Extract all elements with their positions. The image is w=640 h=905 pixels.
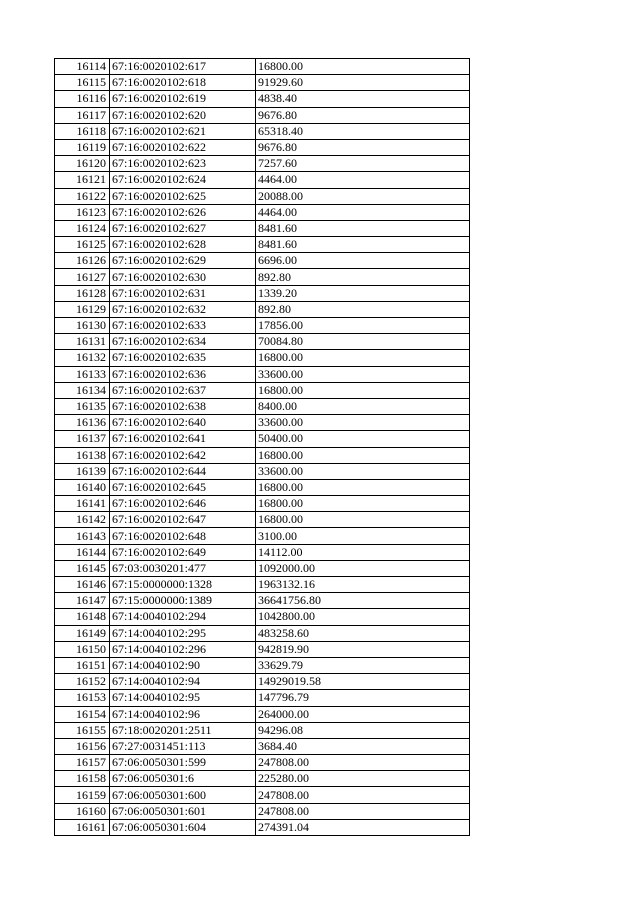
table-row [55,318,470,334]
table-row [55,819,470,835]
cadastral-number-cell: 67:06:0050301:599 [110,755,256,771]
row-number-cell: 16160 [55,803,110,819]
value-cell: 264000.00 [256,706,470,722]
table-row [55,75,470,91]
table-row [55,463,470,479]
value-cell: 147796.79 [256,690,470,706]
row-number-cell: 16157 [55,755,110,771]
value-cell: 50400.00 [256,431,470,447]
value-cell: 33600.00 [256,366,470,382]
cadastral-number-cell: 67:16:0020102:630 [110,269,256,285]
cadastral-number-cell: 67:14:0040102:90 [110,657,256,673]
cadastral-number-cell: 67:14:0040102:295 [110,625,256,641]
value-cell: 274391.04 [256,819,470,835]
cadastral-value-table [54,58,470,836]
table-row [55,690,470,706]
table-body [55,59,470,836]
row-number-cell: 16147 [55,593,110,609]
value-cell: 4464.00 [256,204,470,220]
table-row [55,496,470,512]
table-row [55,479,470,495]
row-number-cell: 16127 [55,269,110,285]
table-row [55,528,470,544]
row-number-cell: 16124 [55,220,110,236]
row-number-cell: 16133 [55,366,110,382]
table-row [55,301,470,317]
row-number-cell: 16114 [55,59,110,75]
row-number-cell: 16130 [55,318,110,334]
value-cell: 16800.00 [256,59,470,75]
row-number-cell: 16143 [55,528,110,544]
cadastral-number-cell: 67:16:0020102:640 [110,415,256,431]
table-row [55,657,470,673]
cadastral-number-cell: 67:16:0020102:648 [110,528,256,544]
table-row [55,512,470,528]
table-row [55,382,470,398]
row-number-cell: 16125 [55,237,110,253]
row-number-cell: 16135 [55,398,110,414]
cadastral-number-cell: 67:14:0040102:294 [110,609,256,625]
table-row [55,350,470,366]
row-number-cell: 16139 [55,463,110,479]
cadastral-number-cell: 67:16:0020102:642 [110,447,256,463]
cadastral-number-cell: 67:15:0000000:1389 [110,593,256,609]
table-row [55,431,470,447]
cadastral-number-cell: 67:14:0040102:94 [110,674,256,690]
value-cell: 16800.00 [256,350,470,366]
value-cell: 17856.00 [256,318,470,334]
table-row [55,593,470,609]
value-cell: 33600.00 [256,415,470,431]
value-cell: 3100.00 [256,528,470,544]
row-number-cell: 16121 [55,172,110,188]
table-row [55,156,470,172]
row-number-cell: 16141 [55,496,110,512]
table-row [55,91,470,107]
row-number-cell: 16129 [55,301,110,317]
row-number-cell: 16159 [55,787,110,803]
cadastral-number-cell: 67:16:0020102:636 [110,366,256,382]
cadastral-number-cell: 67:16:0020102:621 [110,123,256,139]
value-cell: 3684.40 [256,738,470,754]
cadastral-number-cell: 67:16:0020102:644 [110,463,256,479]
table-row [55,415,470,431]
table-row [55,59,470,75]
table-row [55,107,470,123]
value-cell: 16800.00 [256,512,470,528]
row-number-cell: 16116 [55,91,110,107]
cadastral-number-cell: 67:16:0020102:641 [110,431,256,447]
value-cell: 16800.00 [256,496,470,512]
cadastral-number-cell: 67:16:0020102:631 [110,285,256,301]
row-number-cell: 16154 [55,706,110,722]
value-cell: 225280.00 [256,771,470,787]
row-number-cell: 16150 [55,641,110,657]
row-number-cell: 16132 [55,350,110,366]
row-number-cell: 16146 [55,577,110,593]
cadastral-number-cell: 67:16:0020102:623 [110,156,256,172]
value-cell: 1042800.00 [256,609,470,625]
value-cell: 91929.60 [256,75,470,91]
table-row [55,771,470,787]
value-cell: 483258.60 [256,625,470,641]
cadastral-number-cell: 67:16:0020102:620 [110,107,256,123]
value-cell: 65318.40 [256,123,470,139]
table-row [55,366,470,382]
value-cell: 9676.80 [256,139,470,155]
cadastral-number-cell: 67:16:0020102:627 [110,220,256,236]
value-cell: 892.80 [256,301,470,317]
cadastral-number-cell: 67:16:0020102:617 [110,59,256,75]
table-row [55,398,470,414]
row-number-cell: 16145 [55,560,110,576]
row-number-cell: 16136 [55,415,110,431]
value-cell: 4464.00 [256,172,470,188]
value-cell: 1092000.00 [256,560,470,576]
value-cell: 33629.79 [256,657,470,673]
value-cell: 247808.00 [256,803,470,819]
table-row [55,237,470,253]
row-number-cell: 16151 [55,657,110,673]
row-number-cell: 16140 [55,479,110,495]
table-row [55,544,470,560]
row-number-cell: 16137 [55,431,110,447]
cadastral-number-cell: 67:14:0040102:296 [110,641,256,657]
cadastral-number-cell: 67:14:0040102:96 [110,706,256,722]
cadastral-number-cell: 67:06:0050301:604 [110,819,256,835]
value-cell: 8481.60 [256,220,470,236]
value-cell: 942819.90 [256,641,470,657]
row-number-cell: 16158 [55,771,110,787]
cadastral-number-cell: 67:06:0050301:600 [110,787,256,803]
cadastral-number-cell: 67:16:0020102:624 [110,172,256,188]
table-row [55,803,470,819]
row-number-cell: 16123 [55,204,110,220]
table-row [55,787,470,803]
value-cell: 1339.20 [256,285,470,301]
value-cell: 33600.00 [256,463,470,479]
row-number-cell: 16144 [55,544,110,560]
value-cell: 9676.80 [256,107,470,123]
row-number-cell: 16152 [55,674,110,690]
value-cell: 7257.60 [256,156,470,172]
row-number-cell: 16161 [55,819,110,835]
row-number-cell: 16119 [55,139,110,155]
row-number-cell: 16153 [55,690,110,706]
row-number-cell: 16122 [55,188,110,204]
value-cell: 16800.00 [256,447,470,463]
value-cell: 36641756.80 [256,593,470,609]
table-row [55,334,470,350]
table-row [55,172,470,188]
table-row [55,674,470,690]
cadastral-number-cell: 67:16:0020102:637 [110,382,256,398]
cadastral-number-cell: 67:16:0020102:633 [110,318,256,334]
cadastral-number-cell: 67:16:0020102:626 [110,204,256,220]
row-number-cell: 16128 [55,285,110,301]
value-cell: 247808.00 [256,787,470,803]
table-row [55,123,470,139]
row-number-cell: 16138 [55,447,110,463]
value-cell: 16800.00 [256,479,470,495]
cadastral-number-cell: 67:06:0050301:601 [110,803,256,819]
cadastral-number-cell: 67:16:0020102:629 [110,253,256,269]
cadastral-number-cell: 67:16:0020102:647 [110,512,256,528]
table-row [55,285,470,301]
value-cell: 14112.00 [256,544,470,560]
value-cell: 70084.80 [256,334,470,350]
table-row [55,253,470,269]
cadastral-number-cell: 67:16:0020102:645 [110,479,256,495]
row-number-cell: 16148 [55,609,110,625]
cadastral-number-cell: 67:16:0020102:619 [110,91,256,107]
cadastral-number-cell: 67:03:0030201:477 [110,560,256,576]
cadastral-number-cell: 67:16:0020102:646 [110,496,256,512]
table-row [55,204,470,220]
row-number-cell: 16115 [55,75,110,91]
row-number-cell: 16155 [55,722,110,738]
row-number-cell: 16131 [55,334,110,350]
row-number-cell: 16156 [55,738,110,754]
value-cell: 247808.00 [256,755,470,771]
row-number-cell: 16149 [55,625,110,641]
value-cell: 1963132.16 [256,577,470,593]
table-row [55,139,470,155]
table-row [55,560,470,576]
value-cell: 94296.08 [256,722,470,738]
cadastral-number-cell: 67:14:0040102:95 [110,690,256,706]
value-cell: 20088.00 [256,188,470,204]
cadastral-number-cell: 67:16:0020102:618 [110,75,256,91]
value-cell: 14929019.58 [256,674,470,690]
cadastral-number-cell: 67:06:0050301:6 [110,771,256,787]
cadastral-number-cell: 67:16:0020102:632 [110,301,256,317]
value-cell: 8400.00 [256,398,470,414]
cadastral-number-cell: 67:16:0020102:638 [110,398,256,414]
cadastral-number-cell: 67:16:0020102:635 [110,350,256,366]
table-row [55,641,470,657]
table-row [55,738,470,754]
cadastral-number-cell: 67:16:0020102:622 [110,139,256,155]
value-cell: 16800.00 [256,382,470,398]
cadastral-number-cell: 67:15:0000000:1328 [110,577,256,593]
row-number-cell: 16117 [55,107,110,123]
row-number-cell: 16118 [55,123,110,139]
cadastral-number-cell: 67:16:0020102:625 [110,188,256,204]
table-row [55,609,470,625]
value-cell: 4838.40 [256,91,470,107]
table-row [55,755,470,771]
cadastral-number-cell: 67:18:0020201:2511 [110,722,256,738]
cadastral-number-cell: 67:16:0020102:628 [110,237,256,253]
table-row [55,188,470,204]
row-number-cell: 16134 [55,382,110,398]
table-row [55,447,470,463]
cadastral-number-cell: 67:16:0020102:649 [110,544,256,560]
value-cell: 892.80 [256,269,470,285]
row-number-cell: 16142 [55,512,110,528]
table-row [55,220,470,236]
row-number-cell: 16120 [55,156,110,172]
table-row [55,269,470,285]
value-cell: 6696.00 [256,253,470,269]
cadastral-number-cell: 67:27:0031451:113 [110,738,256,754]
cadastral-number-cell: 67:16:0020102:634 [110,334,256,350]
value-cell: 8481.60 [256,237,470,253]
table-row [55,722,470,738]
table-row [55,625,470,641]
table-row [55,577,470,593]
table-row [55,706,470,722]
row-number-cell: 16126 [55,253,110,269]
